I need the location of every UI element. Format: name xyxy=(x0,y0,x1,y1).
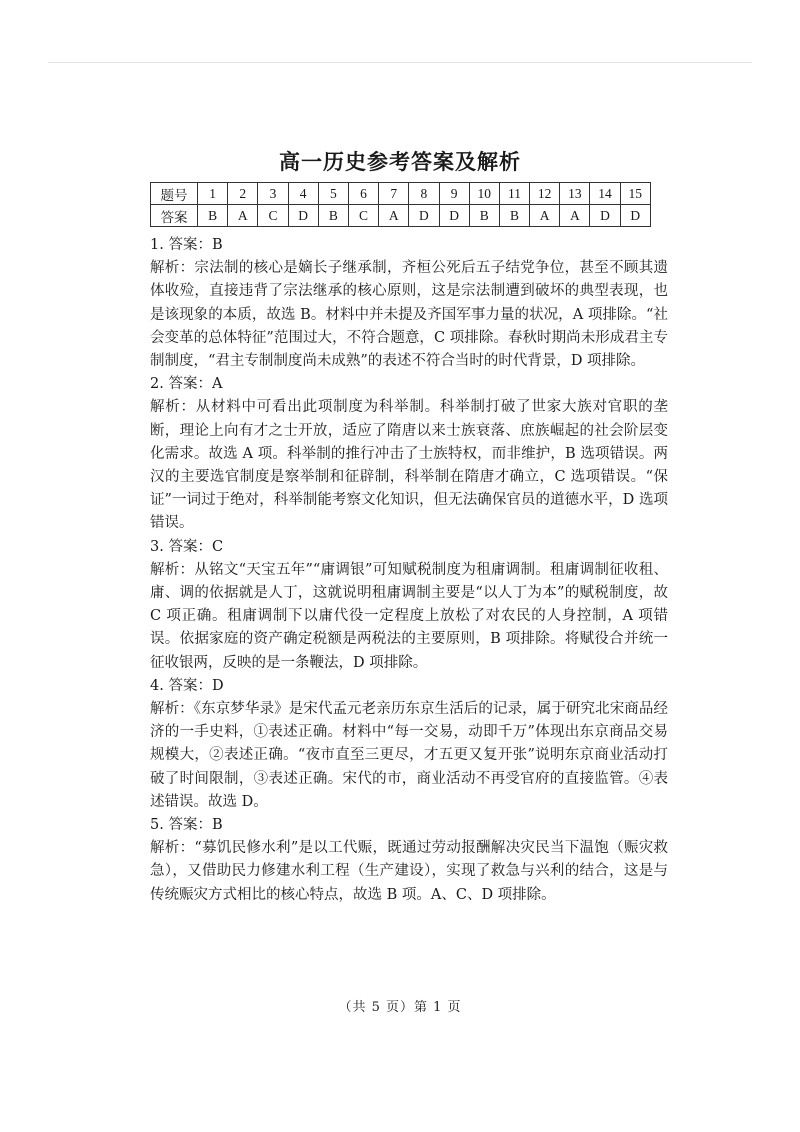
answer-heading-4: 4. 答案：D xyxy=(150,677,224,694)
answer-heading-1: 1. 答案：B xyxy=(150,237,223,253)
table-cell: 14 xyxy=(590,183,620,205)
table-cell: B xyxy=(198,205,228,227)
table-row-numbers xyxy=(151,183,651,205)
table-cell: 8 xyxy=(409,183,439,205)
page-title: 高一历史参考答案及解析 xyxy=(279,150,521,174)
table-cell: A xyxy=(379,205,409,227)
table-cell: D xyxy=(590,205,620,227)
table-cell: 12 xyxy=(530,183,560,205)
table-cell: 5 xyxy=(318,183,348,205)
table-cell: 4 xyxy=(288,183,318,205)
table-cell: 1 xyxy=(198,183,228,205)
table-cell: B xyxy=(318,205,348,227)
page-footer: （共 5 页）第 1 页 xyxy=(338,1000,462,1015)
table-cell: A xyxy=(228,205,258,227)
row-label-numbers: 题号 xyxy=(151,183,198,205)
table-cell: 7 xyxy=(379,183,409,205)
table-cell: D xyxy=(409,205,439,227)
table-cell: D xyxy=(439,205,469,227)
explanation-2: 解析：从材料中可看出此项制度为科举制。科举制打破了世家大族对官职的垄断，理论上向有才之士开放，适应了隋唐以来士族衰落、庶族崛起的社会阶层变化需求。故选 A 项。科举制的推行冲击了士族特权，而非维护，B 选项错误。两汉的主要选官制度是察举制和征辟制，科举制在隋唐才确立，C 选项错误。“保证”一词过于绝对，科举制能考察文化知识，但无法确保官员的道德水平，D 选项错误。 xyxy=(150,399,668,532)
table-cell: 3 xyxy=(258,183,288,205)
top-rule xyxy=(48,62,752,63)
answer-heading-2: 2. 答案：A xyxy=(150,376,223,393)
table-cell: 9 xyxy=(439,183,469,205)
table-cell: 15 xyxy=(620,183,650,205)
table-cell: D xyxy=(288,205,318,227)
table-cell: 13 xyxy=(560,183,590,205)
table-cell: C xyxy=(348,205,378,227)
explanation-3: 解析：从铭文“天宝五年”“庸调银”可知赋税制度为租庸调制。租庸调制征收租、庸、调的依据就是人丁，这就说明租庸调制主要是“以人丁为本”的赋税制度，故 C 项正确。租庸调制下以庸代役一定程度上放松了对农民的人身控制，A 项错误。依据家庭的资产确定税额是两税法的主要原则，B 项排除。将赋役合并统一征收银两，反映的是一条鞭法，D 项排除。 xyxy=(150,561,668,671)
answer-explanations xyxy=(150,234,668,907)
explanation-1: 解析：宗法制的核心是嫡长子继承制，齐桓公死后五子结党争位，甚至不顾其遗体收殓，直接违背了宗法继承的核心原则，这是宗法制遭到破坏的典型表现，也是该现象的本质，故选 B。材料中并未提及齐国军事力量的状况，A 项排除。“社会变革的总体特征”范围过大，不符合题意，C 项排除。春秋时期尚未形成君主专制制度，“君主专制制度尚未成熟”的表述不符合当时的时代背景，D 项排除。 xyxy=(150,260,668,370)
table-cell: 2 xyxy=(228,183,258,205)
table-cell: 11 xyxy=(499,183,529,205)
answer-table xyxy=(150,182,651,227)
explanation-4: 解析：《东京梦华录》是宋代孟元老亲历东京生活后的记录，属于研究北宋商品经济的一手史料，①表述正确。材料中“每一交易，动即千万”体现出东京商品交易规模大，②表述正确。“夜市直至三更尽，才五更又复开张”说明东京商业活动打破了时间限制，③表述正确。宋代的市，商业活动不再受官府的直接监管。④表述错误。故选 D。 xyxy=(150,701,668,810)
table-cell: B xyxy=(499,205,529,227)
row-label-answers: 答案 xyxy=(151,205,198,227)
table-cell: A xyxy=(530,205,560,227)
table-row-answers xyxy=(151,205,651,227)
table-cell: C xyxy=(258,205,288,227)
table-cell: B xyxy=(469,205,499,227)
explanation-5: 解析：“募饥民修水利”是以工代赈，既通过劳动报酬解决灾民当下温饱（赈灾救急），又借助民力修建水利工程（生产建设），实现了救急与兴利的结合，这是与传统赈灾方式相比的核心特点，故选 B 项。A、C、D 项排除。 xyxy=(150,840,668,903)
table-cell: D xyxy=(620,205,650,227)
table-cell: 10 xyxy=(469,183,499,205)
answer-heading-3: 3. 答案：C xyxy=(150,538,224,555)
table-cell: A xyxy=(560,205,590,227)
table-cell: 6 xyxy=(348,183,378,205)
answer-heading-5: 5. 答案：B xyxy=(150,817,223,834)
